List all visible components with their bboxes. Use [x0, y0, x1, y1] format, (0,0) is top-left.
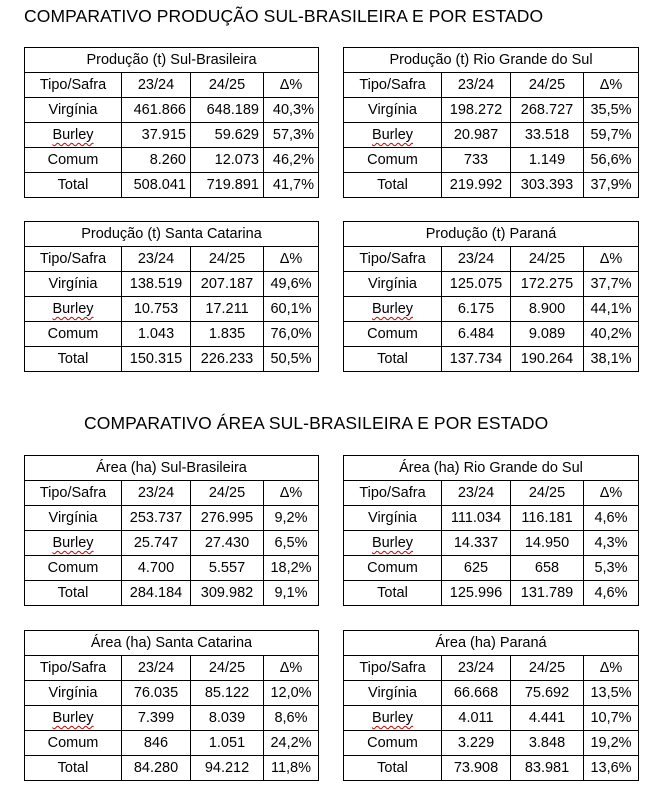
value-cell: 508.041	[122, 173, 191, 198]
column-header: Tipo/Safra	[344, 481, 442, 506]
row-label	[25, 706, 122, 731]
row-label	[344, 148, 442, 173]
table-row	[25, 322, 319, 347]
table-row	[344, 123, 639, 148]
table-caption: Área (ha) Santa Catarina	[25, 631, 319, 656]
row-label	[344, 506, 442, 531]
value-cell: 116.181	[511, 506, 584, 531]
value-cell: 17.211	[191, 297, 264, 322]
percent-change-cell: 35,5%	[584, 98, 639, 123]
table-row	[344, 347, 639, 372]
row-label-text: Comum	[47, 326, 99, 342]
value-cell: 207.187	[191, 272, 264, 297]
value-cell: 66.668	[442, 681, 511, 706]
column-header: 23/24	[442, 481, 511, 506]
row-label	[25, 322, 122, 347]
table-row	[344, 173, 639, 198]
column-header: Δ%	[264, 73, 319, 98]
table-row	[344, 681, 639, 706]
table-row	[25, 706, 319, 731]
column-header: Δ%	[584, 656, 639, 681]
value-cell: 4.011	[442, 706, 511, 731]
row-label	[344, 347, 442, 372]
value-cell: 76.035	[122, 681, 191, 706]
value-cell: 137.734	[442, 347, 511, 372]
table-production-parana	[343, 221, 639, 372]
value-cell: 8.900	[511, 297, 584, 322]
table-row	[344, 731, 639, 756]
percent-change-cell: 19,2%	[584, 731, 639, 756]
row-label-text: Total	[377, 760, 408, 776]
percent-change-cell: 8,6%	[264, 706, 319, 731]
row-label	[344, 556, 442, 581]
table-row	[344, 322, 639, 347]
percent-change-cell: 49,6%	[264, 272, 319, 297]
value-cell: 198.272	[442, 98, 511, 123]
table-row	[25, 681, 319, 706]
percent-change-cell: 4,6%	[584, 506, 639, 531]
value-cell: 303.393	[511, 173, 584, 198]
percent-change-cell: 9,2%	[264, 506, 319, 531]
percent-change-cell: 13,6%	[584, 756, 639, 781]
table-row	[25, 123, 319, 148]
value-cell: 172.275	[511, 272, 584, 297]
percent-change-cell: 4,6%	[584, 581, 639, 606]
value-cell: 8.260	[122, 148, 191, 173]
percent-change-cell: 37,9%	[584, 173, 639, 198]
table-caption: Área (ha) Sul-Brasileira	[25, 456, 319, 481]
row-label-text: Burley	[371, 710, 414, 726]
value-cell: 1.051	[191, 731, 264, 756]
table-row	[25, 756, 319, 781]
row-label-text: Total	[57, 177, 89, 193]
value-cell: 4.700	[122, 556, 191, 581]
header-row	[25, 73, 319, 98]
column-header: 24/25	[191, 656, 264, 681]
column-header: Tipo/Safra	[25, 656, 122, 681]
value-cell: 94.212	[191, 756, 264, 781]
column-header: 23/24	[122, 73, 191, 98]
value-cell: 4.441	[511, 706, 584, 731]
row-label	[25, 756, 122, 781]
value-cell: 309.982	[191, 581, 264, 606]
row-label-text: Burley	[52, 535, 94, 551]
column-header: Δ%	[584, 247, 639, 272]
row-label	[344, 706, 442, 731]
header-row	[344, 481, 639, 506]
table-row	[344, 706, 639, 731]
column-header: Δ%	[264, 656, 319, 681]
table-production-santa-catarina	[24, 221, 319, 372]
column-header: Tipo/Safra	[25, 247, 122, 272]
table-row	[25, 506, 319, 531]
row-label	[344, 322, 442, 347]
row-label	[25, 581, 122, 606]
percent-change-cell: 59,7%	[584, 123, 639, 148]
percent-change-cell: 38,1%	[584, 347, 639, 372]
row-label-text: Virgínia	[48, 510, 98, 526]
row-label	[344, 531, 442, 556]
column-header: Tipo/Safra	[344, 247, 442, 272]
table-row	[25, 98, 319, 123]
header-row	[25, 247, 319, 272]
row-label-text: Comum	[367, 560, 418, 576]
value-cell: 658	[511, 556, 584, 581]
column-header: 24/25	[511, 481, 584, 506]
table-area-rio-grande-do-sul	[343, 455, 639, 606]
value-cell: 190.264	[511, 347, 584, 372]
row-label	[25, 173, 122, 198]
value-cell: 37.915	[122, 123, 191, 148]
percent-change-cell: 76,0%	[264, 322, 319, 347]
value-cell: 85.122	[191, 681, 264, 706]
value-cell: 20.987	[442, 123, 511, 148]
value-cell: 25.747	[122, 531, 191, 556]
value-cell: 150.315	[122, 347, 191, 372]
percent-change-cell: 57,3%	[264, 123, 319, 148]
header-row	[25, 656, 319, 681]
value-cell: 6.175	[442, 297, 511, 322]
percent-change-cell: 18,2%	[264, 556, 319, 581]
value-cell: 73.908	[442, 756, 511, 781]
row-label-text: Virgínia	[368, 276, 417, 292]
value-cell: 10.753	[122, 297, 191, 322]
row-label-text: Burley	[52, 301, 94, 317]
value-cell: 268.727	[511, 98, 584, 123]
header-row	[344, 656, 639, 681]
value-cell: 75.692	[511, 681, 584, 706]
column-header: 24/25	[511, 73, 584, 98]
row-label-text: Total	[57, 585, 89, 601]
table-row	[344, 148, 639, 173]
row-label	[25, 531, 122, 556]
row-label-text: Total	[57, 760, 89, 776]
row-label-text: Comum	[367, 152, 418, 168]
row-label-text: Virgínia	[368, 510, 417, 526]
value-cell: 59.629	[191, 123, 264, 148]
row-label-text: Burley	[371, 535, 414, 551]
value-cell: 3.229	[442, 731, 511, 756]
value-cell: 219.992	[442, 173, 511, 198]
column-header: Tipo/Safra	[25, 481, 122, 506]
percent-change-cell: 41,7%	[264, 173, 319, 198]
table-row	[344, 756, 639, 781]
table-row	[344, 531, 639, 556]
row-label	[25, 506, 122, 531]
row-label	[344, 756, 442, 781]
value-cell: 461.866	[122, 98, 191, 123]
table-row	[25, 297, 319, 322]
row-label	[25, 98, 122, 123]
column-header: 24/25	[191, 73, 264, 98]
percent-change-cell: 24,2%	[264, 731, 319, 756]
percent-change-cell: 13,5%	[584, 681, 639, 706]
value-cell: 625	[442, 556, 511, 581]
row-label-text: Total	[377, 351, 408, 367]
row-label	[25, 123, 122, 148]
row-label-text: Comum	[367, 326, 418, 342]
percent-change-cell: 44,1%	[584, 297, 639, 322]
row-label-text: Burley	[371, 127, 414, 143]
table-caption: Produção (t) Paraná	[344, 222, 639, 247]
percent-change-cell: 46,2%	[264, 148, 319, 173]
value-cell: 14.337	[442, 531, 511, 556]
table-row	[344, 297, 639, 322]
column-header: Δ%	[264, 247, 319, 272]
table-production-rio-grande-do-sul	[343, 47, 639, 198]
row-label-text: Virgínia	[48, 685, 98, 701]
row-label	[344, 98, 442, 123]
column-header: Tipo/Safra	[344, 656, 442, 681]
value-cell: 3.848	[511, 731, 584, 756]
value-cell: 125.075	[442, 272, 511, 297]
table-row	[25, 581, 319, 606]
row-label	[25, 731, 122, 756]
table-row	[344, 556, 639, 581]
percent-change-cell: 60,1%	[264, 297, 319, 322]
value-cell: 125.996	[442, 581, 511, 606]
value-cell: 253.737	[122, 506, 191, 531]
column-header: 23/24	[442, 656, 511, 681]
column-header: Δ%	[584, 481, 639, 506]
value-cell: 5.557	[191, 556, 264, 581]
column-header: Tipo/Safra	[344, 73, 442, 98]
value-cell: 84.280	[122, 756, 191, 781]
value-cell: 7.399	[122, 706, 191, 731]
percent-change-cell: 40,2%	[584, 322, 639, 347]
row-label	[344, 681, 442, 706]
row-label	[344, 123, 442, 148]
column-header: 23/24	[442, 247, 511, 272]
percent-change-cell: 37,7%	[584, 272, 639, 297]
value-cell: 83.981	[511, 756, 584, 781]
table-row	[25, 173, 319, 198]
value-cell: 131.789	[511, 581, 584, 606]
row-label	[344, 173, 442, 198]
row-label	[25, 681, 122, 706]
percent-change-cell: 50,5%	[264, 347, 319, 372]
row-label-text: Burley	[52, 710, 94, 726]
header-row	[344, 247, 639, 272]
row-label-text: Comum	[47, 735, 99, 751]
row-label	[25, 297, 122, 322]
row-label-text: Comum	[47, 560, 99, 576]
row-label-text: Total	[377, 585, 408, 601]
column-header: Tipo/Safra	[25, 73, 122, 98]
table-row	[25, 148, 319, 173]
table-row	[25, 272, 319, 297]
column-header: 23/24	[122, 247, 191, 272]
row-label	[344, 272, 442, 297]
row-label-text: Burley	[371, 301, 414, 317]
percent-change-cell: 4,3%	[584, 531, 639, 556]
table-caption: Produção (t) Santa Catarina	[25, 222, 319, 247]
value-cell: 12.073	[191, 148, 264, 173]
table-production-south-brazil	[24, 47, 319, 198]
row-label	[25, 148, 122, 173]
value-cell: 276.995	[191, 506, 264, 531]
value-cell: 14.950	[511, 531, 584, 556]
value-cell: 1.835	[191, 322, 264, 347]
area-section-title: COMPARATIVO ÁREA SUL-BRASILEIRA E POR ESTADO	[84, 413, 549, 433]
row-label-text: Virgínia	[48, 276, 98, 292]
row-label-text: Burley	[52, 127, 94, 143]
row-label-text: Total	[57, 351, 89, 367]
value-cell: 648.189	[191, 98, 264, 123]
column-header: 23/24	[442, 73, 511, 98]
value-cell: 138.519	[122, 272, 191, 297]
value-cell: 111.034	[442, 506, 511, 531]
table-caption: Produção (t) Sul-Brasileira	[25, 48, 319, 73]
row-label	[344, 581, 442, 606]
value-cell: 226.233	[191, 347, 264, 372]
percent-change-cell: 6,5%	[264, 531, 319, 556]
row-label	[25, 556, 122, 581]
row-label-text: Virgínia	[368, 685, 417, 701]
row-label	[25, 347, 122, 372]
column-header: Δ%	[264, 481, 319, 506]
row-label	[25, 272, 122, 297]
row-label-text: Virgínia	[368, 102, 417, 118]
table-caption: Área (ha) Paraná	[344, 631, 639, 656]
value-cell: 733	[442, 148, 511, 173]
production-section-title: COMPARATIVO PRODUÇÃO SUL-BRASILEIRA E POR ESTADO	[24, 6, 544, 26]
column-header: 23/24	[122, 481, 191, 506]
table-row	[25, 731, 319, 756]
column-header: 23/24	[122, 656, 191, 681]
table-row	[344, 98, 639, 123]
table-row	[344, 506, 639, 531]
table-area-parana	[343, 630, 639, 781]
table-row	[344, 272, 639, 297]
value-cell: 33.518	[511, 123, 584, 148]
table-area-south-brazil	[24, 455, 319, 606]
value-cell: 6.484	[442, 322, 511, 347]
table-row	[25, 347, 319, 372]
percent-change-cell: 11,8%	[264, 756, 319, 781]
value-cell: 284.184	[122, 581, 191, 606]
table-caption: Área (ha) Rio Grande do Sul	[344, 456, 639, 481]
row-label	[344, 297, 442, 322]
table-row	[25, 556, 319, 581]
row-label-text: Total	[377, 177, 408, 193]
value-cell: 846	[122, 731, 191, 756]
value-cell: 9.089	[511, 322, 584, 347]
column-header: 24/25	[511, 247, 584, 272]
percent-change-cell: 40,3%	[264, 98, 319, 123]
row-label	[344, 731, 442, 756]
column-header: 24/25	[191, 247, 264, 272]
header-row	[25, 481, 319, 506]
value-cell: 1.043	[122, 322, 191, 347]
header-row	[344, 73, 639, 98]
row-label-text: Comum	[367, 735, 418, 751]
column-header: 24/25	[191, 481, 264, 506]
percent-change-cell: 10,7%	[584, 706, 639, 731]
value-cell: 8.039	[191, 706, 264, 731]
row-label-text: Virgínia	[48, 102, 98, 118]
value-cell: 1.149	[511, 148, 584, 173]
value-cell: 27.430	[191, 531, 264, 556]
table-area-santa-catarina	[24, 630, 319, 781]
column-header: Δ%	[584, 73, 639, 98]
table-row	[25, 531, 319, 556]
percent-change-cell: 9,1%	[264, 581, 319, 606]
column-header: 24/25	[511, 656, 584, 681]
table-row	[344, 581, 639, 606]
percent-change-cell: 5,3%	[584, 556, 639, 581]
row-label-text: Comum	[47, 152, 99, 168]
value-cell: 719.891	[191, 173, 264, 198]
percent-change-cell: 56,6%	[584, 148, 639, 173]
table-caption: Produção (t) Rio Grande do Sul	[344, 48, 639, 73]
percent-change-cell: 12,0%	[264, 681, 319, 706]
